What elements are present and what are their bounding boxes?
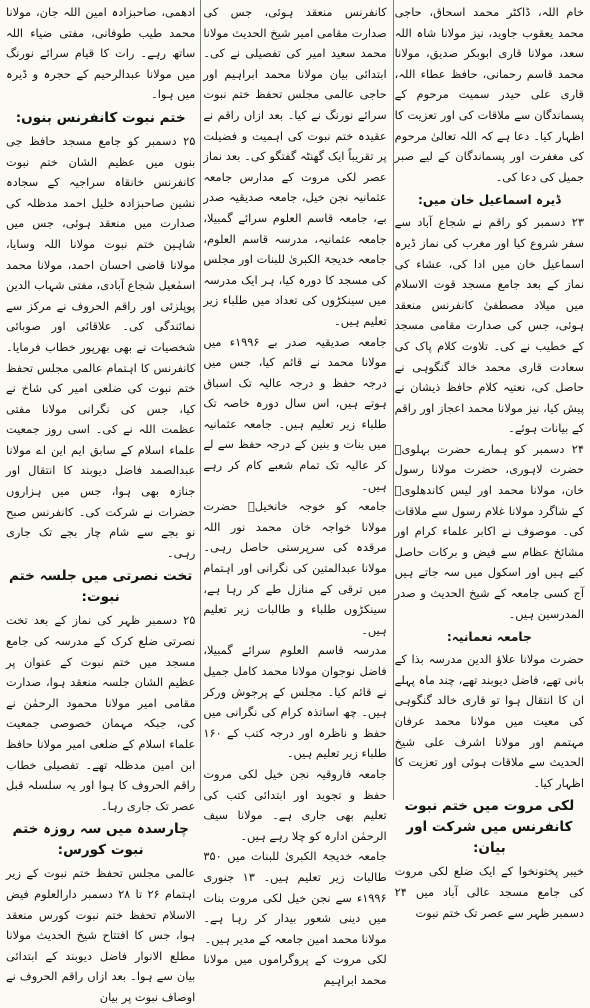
- section-heading: جامعہ نعمانیہ:: [446, 630, 532, 645]
- paragraph: ۲۵ دسمبر کو جامع مسجد حافظ جی بنوں میں عظیم الشان ختم نبوت کانفرنس خانقاہ سراجیہ کے سجادہ نشین صاحبزادہ خلیل احمد مدظلہ کی صدارت میں منعقد ہوئی، جس میں شاہین ختم نبوت مولانا اللہ وسایا، مولانا قاضی احسان احمد، مولانا محمد اسمٰعیل شجاع آبادی، مفتی شہاب الدین پوپلزئی اور راقم الحروف نے مرکز سے نمائندگی کی۔ علاقائی اور صوبائی شخصیات نے بھی بھرپور خطاب فرمایا۔ کانفرنس کا اہتمام عالمی مجلس تحفظ ختم نبوت کی ضلعی امیر کی شاخ نے کیا، جس کی نگرانی مولانا مفتی عظمت اللہ نے کی۔ اسی روز جمعیت علماء اسلام کے سابق ایم این اے مولانا عبدالصمد فاضل دیوبند کا انتقال اور جنازہ بھی ہوا، جس میں ہزاروں حضرات نے شرکت کی۔ کانفرنس صبح نو بجے سے شام چار بجے تک جاری رہی۔: [6, 133, 196, 560]
- paragraph: مدرسہ قاسم العلوم سرائے گمبیلا، فاضل نوجوان مولانا محمد کامل جمیل نے قائم کیا۔ مجلس کے پرجوش ورکر ہیں۔ چھ اساتذہ کرام کی نگرانی میں حفظ و ناظرہ اور درجہ کتب کے ۱۶۰ طلباء زیر تعلیم ہیں۔: [203, 643, 387, 761]
- paragraph: خیبر پختونخوا کے ایک ضلع لکی مروت کی جامع مسجد عالی آباد میں ۲۴ دسمبر ظہر سے عصر تک ختم نبوت: [394, 864, 584, 920]
- paragraph: جامعہ فاروقیہ نجن خیل لکی مروت حفظ و تجوید اور ابتدائی کتب کی تعلیم بھی جاری ہے۔ مولانا سیف الرحمٰن ادارہ کو چلا رہے ہیں۔: [203, 766, 387, 843]
- paragraph: جامعہ صدیقیہ صدر بے ۱۹۹۶ء میں مولانا محمد نے قائم کیا، جس میں درجہ حفظ و درجہ عالیہ تک اسباق ہوتے ہیں، اس سال دورہ خاصہ تک طلباء زیر تعلیم ہیں۔ جامعہ عثمانیہ میں بنات و بنین کے درجہ حفظ سے لے کر عالیہ تک تمام شعبے کام کر رہے ہیں۔: [203, 334, 387, 493]
- paragraph: خام اللہ، ڈاکٹر محمد اسحاق، حاجی محمد یعقوب جاوید، نیز مولانا شاہ اللہ سعد، مولانا قاری ابوبکر صدیق، مولانا محمد قاسم رحمانی، حافظ عطاء اللہ، قاری علی حیدر سمیت مرحوم کے پسماندگان سے ملاقات کی اور تعزیت کا اظہار کیا۔ دعا ہے کہ اللہ تعالیٰ مرحوم کی مغفرت اور پسماندگان کے لیے صبر جمیل کی دعا کی۔: [394, 5, 584, 184]
- left-column: [6, 2, 196, 1004]
- section-heading: لکی مروت میں ختم نبوت کانفرنس میں شرکت اور بیان:: [404, 798, 575, 857]
- paragraph: عالمی مجلس تحفظ ختم نبوت کے زیر اہتمام ۲۶ تا ۲۸ دسمبر دارالعلوم فیض الاسلام تحفظ ختم نبوت کورس منعقد ہوا، جس کا افتتاح شیخ الحدیث مولانا مطلع الانوار فاضل دیوبند کے ابتدائی بیان سے ہوا۔ بعد ازاں راقم الحروف نے اوصاف نبوت پر بیان: [6, 866, 196, 1004]
- paragraph: کانفرنس منعقد ہوئی، جس کی صدارت مقامی امیر شیخ الحدیث مولانا محمد سعید امیر کی تفصیلی نے کی۔ ابتدائی بیان مولانا محمد ابراہیم اور حاجی عالمی مجلس تحفظ ختم نبوت سرائے نورنگ نے کیا۔ بعد ازاں راقم نے عقیدہ ختم نبوت کی اہمیت و فضیلت پر تقریباً ایک گھنٹہ گفتگو کی۔ بعد نماز عصر لکی مروت کے مدارس جامعہ عثمانیہ نجن خیل، جامعہ صدیقیہ صدر بے، جامعہ قاسم العلوم سرائے گمبیلا، جامعہ عثمانیہ، مدرسہ قاسم العلوم، جامعہ خدیجۃ الکبریٰ للبنات اور مجلس کی مسجد کا دورہ کیا، ہر ایک مدرسہ میں سینکڑوں کی تعداد میں طلباء زیر تعلیم ہیں۔: [203, 5, 387, 328]
- section-heading: ڈیرہ اسماعیل خان میں:: [418, 193, 561, 208]
- paragraph: ۲۳ دسمبر کو راقم نے شجاع آباد سے سفر شروع کیا اور مغرب کی نماز ڈیرہ اسماعیل خان میں ادا کی، عشاء کی نماز کے بعد جامع مسجد قوت الاسلام میں میلاد مصطفیٰ کانفرنس منعقد ہوئی، جس کی صدارت مقامی مسجد کے خطیب نے کی۔ تلاوت کلام پاک کی سعادت قاری محمد خالد گنگوہی نے حاصل کی، نعتیہ کلام حافظ ذیشان نے پیش کیا، نیز مولانا محمد اعجاز اور راقم کے بیانات ہوئے۔: [394, 215, 584, 436]
- paragraph: ۲۵ دسمبر ظہر کی نماز کے بعد تخت نصرتی ضلع کرک کے مدرسہ کی جامع مسجد میں ختم نبوت کے عنوان پر عظیم الشان جلسہ منعقد ہوا، صدارت مقامی امیر مولانا محمود الرحمٰن نے کی، جبکہ مہمان خصوصی جمعیت علماء اسلام کے ضلعی امیر مولانا حافظ ابن امین مدظلہ تھے۔ تفصیلی خطاب راقم الحروف کا ہوا اور یہ سلسلہ قبل عصر تک جاری رہا۔: [6, 613, 196, 813]
- paragraph: ادھمی، صاحبزادہ امین اللہ جان، مولانا محمد طیب طوفانی، مفتی ضیاء اللہ ساتھ رہے۔ رات کا قیام سرائے نورنگ میں مولانا عبدالرحیم کے حجرہ و ڈیرہ میں ہوا۔: [6, 5, 196, 102]
- paragraph: جامعہ خدیجۃ الکبریٰ للبنات میں ۳۵۰ طالبات زیر تعلیم ہیں۔ ۱۳ جنوری ۱۹۹۶ء سے نجن خیل لکی مروت بنات میں دینی شعور بیدار کر رہا ہے۔ مولانا محمد امین جامعہ کے مدیر ہیں۔: [203, 849, 387, 946]
- section-heading: تخت نصرتی میں جلسہ ختم نبوت:: [8, 568, 193, 606]
- paragraph: لکی مروت کے پروگراموں میں مولانا محمد ابراہیم: [203, 952, 387, 987]
- paragraph: جامعہ کو خوجہ خانخیلؒ حضرت مولانا خواجہ خان محمد نور اللہ مرقدہ کی سرپرستی حاصل رہی۔ مولانا عبدالمتین کی نگرانی اور اہتمام میں ترقی کے منازل طے کر رہا ہے، سینکڑوں طلباء و طالبات زیر تعلیم ہیں۔: [203, 499, 387, 637]
- middle-column: [203, 2, 387, 987]
- paragraph: ۲۴ دسمبر کو ہمارے حضرت بہلویؒ حضرت لاہوری، حضرت مولانا رسول خان، مولانا محمد اور لیس کاندھلویؒ کے شاگرد مولانا غلام رسول سے ملاقات کی۔ موصوف نے اکابر علماء کرام اور مشائخ عظام سے فیض و برکات حاصل کیے ہیں اور اسکول میں سہ جاتے ہیں آج کسی جامعہ کے شیخ الحدیث و صدر المدرسین ہیں۔: [394, 441, 584, 621]
- column-divider: [200, 0, 201, 800]
- section-heading: ختم نبوت کانفرنس بنوں:: [15, 109, 186, 126]
- section-heading: چارسدہ میں سہ روزہ ختم نبوت کورس:: [12, 821, 189, 859]
- paragraph: حضرت مولانا علاؤ الدین مدرسہ بذا کے بانی تھے، فاضل دیوبند تھے، چند ماہ پہلے ان کا انتقال ہوا تو قاری خالد گنگوہی کی معیت میں مولانا محمد عرفان مہتمم اور مولانا اشرف علی شیخ الحدیث سے ملاقات ہوئی اور تعزیت کا اظہار کیا۔: [394, 652, 584, 790]
- right-column: [394, 2, 584, 920]
- column-divider: [393, 0, 394, 800]
